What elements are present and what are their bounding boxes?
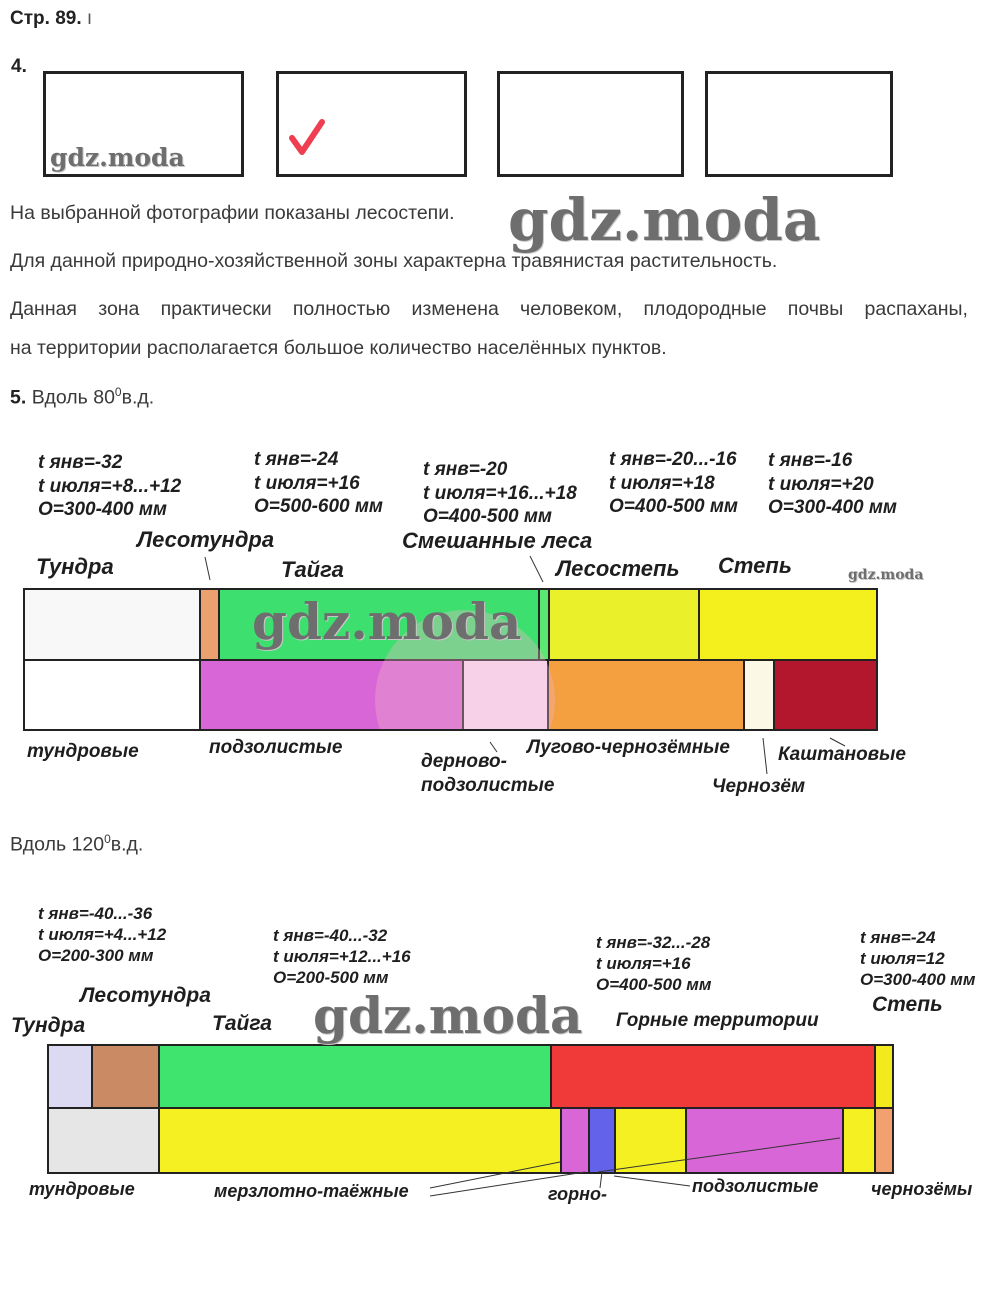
climate-120-taiga: t янв=-40...-32 t июля=+12...+16 O=200-500 мм bbox=[273, 926, 411, 988]
soil-120-chernozem: чернозёмы bbox=[871, 1179, 973, 1199]
zone-120-taiga: Тайга bbox=[212, 1012, 272, 1035]
watermark-large: gdz.moda bbox=[508, 186, 821, 254]
climate-80-mixed: t янв=-20 t июля=+16...+18 O=400-500 мм bbox=[423, 459, 577, 528]
climate-80-forest-steppe: t янв=-20...-16 t июля=+18 O=400-500 мм bbox=[609, 449, 738, 518]
answer-paragraph-4: на территории располагается большое количество населённых пунктов. bbox=[10, 337, 667, 359]
zone-80-forest-steppe: Лесостепь bbox=[556, 556, 680, 581]
zone-80-mixed-forests: Смешанные леса bbox=[402, 528, 593, 553]
soil-80-tundra: тундровые bbox=[27, 741, 139, 762]
zone-120-steppe: Степь bbox=[872, 993, 943, 1016]
zone-80-tundra: Тундра bbox=[36, 554, 114, 579]
zone-80-forest-tundra: Лесотундра bbox=[137, 527, 275, 552]
watermark-120: gdz.moda bbox=[313, 986, 583, 1045]
watermark-80: gdz.moda bbox=[252, 592, 522, 651]
climate-80-taiga: t янв=-24 t июля=+16 O=500-600 мм bbox=[254, 449, 383, 518]
soil-120-mountain: горно- bbox=[548, 1184, 608, 1204]
watermark-tiny: gdz.moda bbox=[848, 567, 924, 583]
climate-120-tundra: t янв=-40...-36 t июля=+4...+12 O=200-300 мм bbox=[38, 904, 167, 966]
question-5-line-2: Вдоль $120^0в.д$. bbox=[10, 832, 144, 856]
watermark-small: gdz.moda bbox=[50, 143, 185, 172]
climate-80-tundra: t янв=-32 t июля=+8...+12 O=300-400 мм bbox=[38, 452, 182, 521]
climate-80-steppe: t янв=-16 t июля=+20 O=300-400 мм bbox=[768, 450, 897, 519]
soil-80-meadow-chernozem: Лугово-чернозёмные bbox=[527, 737, 730, 758]
zone-80-steppe: Степь bbox=[718, 553, 792, 578]
soil-120-tundra: тундровые bbox=[29, 1179, 135, 1199]
answer-paragraph-3: Данная зона практически полностью изменена человеком, плодородные почвы распаханы, bbox=[10, 298, 968, 320]
zone-120-forest-tundra: Лесотундра bbox=[80, 984, 211, 1007]
climate-120-steppe: t янв=-24 t июля=12 O=300-400 мм bbox=[860, 928, 976, 990]
soil-80-chestnut: Каштановые bbox=[778, 744, 906, 765]
answer-paragraph-2: Для данной природно-хозяйственной зоны характерна травянистая растительность. bbox=[10, 250, 778, 272]
answer-paragraph-1: На выбранной фотографии показаны лесостепи. bbox=[10, 202, 455, 224]
page-label: Стр. 89. ı bbox=[10, 8, 93, 29]
question-4-number: 4. bbox=[11, 56, 27, 77]
soil-80-chernozem: Чернозём bbox=[712, 776, 806, 797]
zone-80-taiga: Тайга bbox=[281, 557, 344, 582]
soil-80-podzol: подзолистые bbox=[209, 737, 343, 758]
climate-120-mountains: t янв=-32...-28 t июля=+16 O=400-500 мм bbox=[596, 933, 712, 995]
soil-120-podzol: подзолистые bbox=[692, 1176, 819, 1196]
zone-120-mountains: Горные территории bbox=[616, 1010, 819, 1031]
soil-120-frozen-taiga: мерзлотно-таёжные bbox=[214, 1181, 409, 1201]
soil-80-sod-podzol: дерново- подзолистые bbox=[421, 751, 555, 796]
zone-120-tundra: Тундра bbox=[11, 1014, 86, 1037]
question-5-line-1: 5. Вдоль $80^0в.д$. bbox=[10, 385, 155, 409]
